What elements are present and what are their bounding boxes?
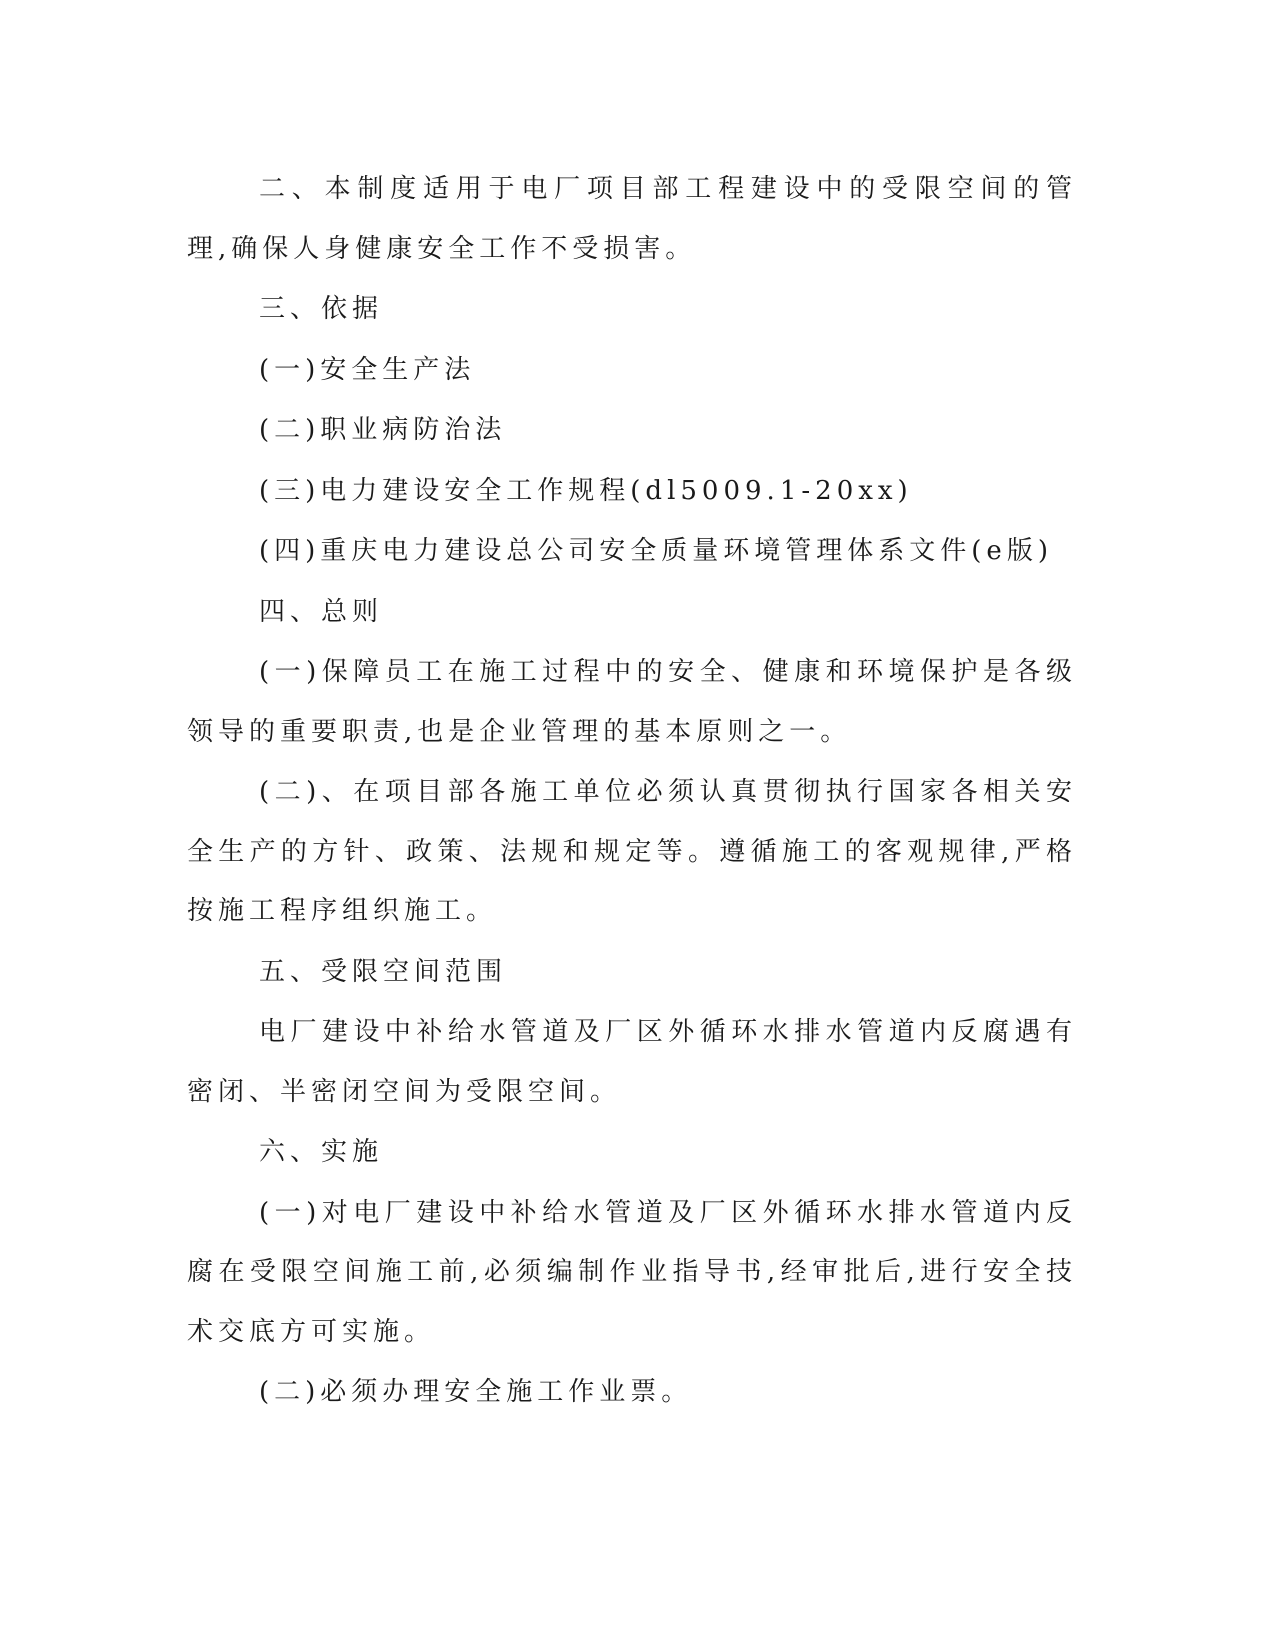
heading-basis: 三、依据 <box>259 294 384 324</box>
paragraph-confined-space-definition: 电厂建设中补给水管道及厂区外循环水排水管道内反腐遇有密闭、半密闭空间为受限空间。 <box>187 1017 1077 1107</box>
paragraph-implementation-1: (一)对电厂建设中补给水管道及厂区外循环水排水管道内反腐在受限空间施工前,必须编制作业指导书,经审批后,进行安全技术交底方可实施。 <box>187 1197 1077 1347</box>
list-item-basis-1: (一)安全生产法 <box>259 354 476 385</box>
paragraph-scope: 二、本制度适用于电厂项目部工程建设中的受限空间的管理,确保人身健康安全工作不受损害。 <box>187 174 1077 264</box>
list-item-basis-3: (三)电力建设安全工作规程(dl5009.1-20xx) <box>259 475 913 506</box>
heading-general-principles: 四、总则 <box>259 596 384 627</box>
paragraph-principle-2: (二)、在项目部各施工单位必须认真贯彻执行国家各相关安全生产的方针、政策、法规和规定等。遵循施工的客观规律,严格按施工程序组织施工。 <box>187 777 1077 926</box>
paragraph-principle-1: (一)保障员工在施工过程中的安全、健康和环境保护是各级领导的重要职责,也是企业管理的基本原则之一。 <box>187 657 1077 747</box>
heading-confined-space-scope: 五、受限空间范围 <box>259 956 508 987</box>
list-item-basis-4: (四)重庆电力建设总公司安全质量环境管理体系文件(e版) <box>259 536 1053 566</box>
list-item-basis-2: (二)职业病防治法 <box>259 415 507 445</box>
paragraph-implementation-2: (二)必须办理安全施工作业票。 <box>259 1377 693 1407</box>
heading-implementation: 六、实施 <box>259 1137 384 1167</box>
document-body <box>187 160 1077 1424</box>
